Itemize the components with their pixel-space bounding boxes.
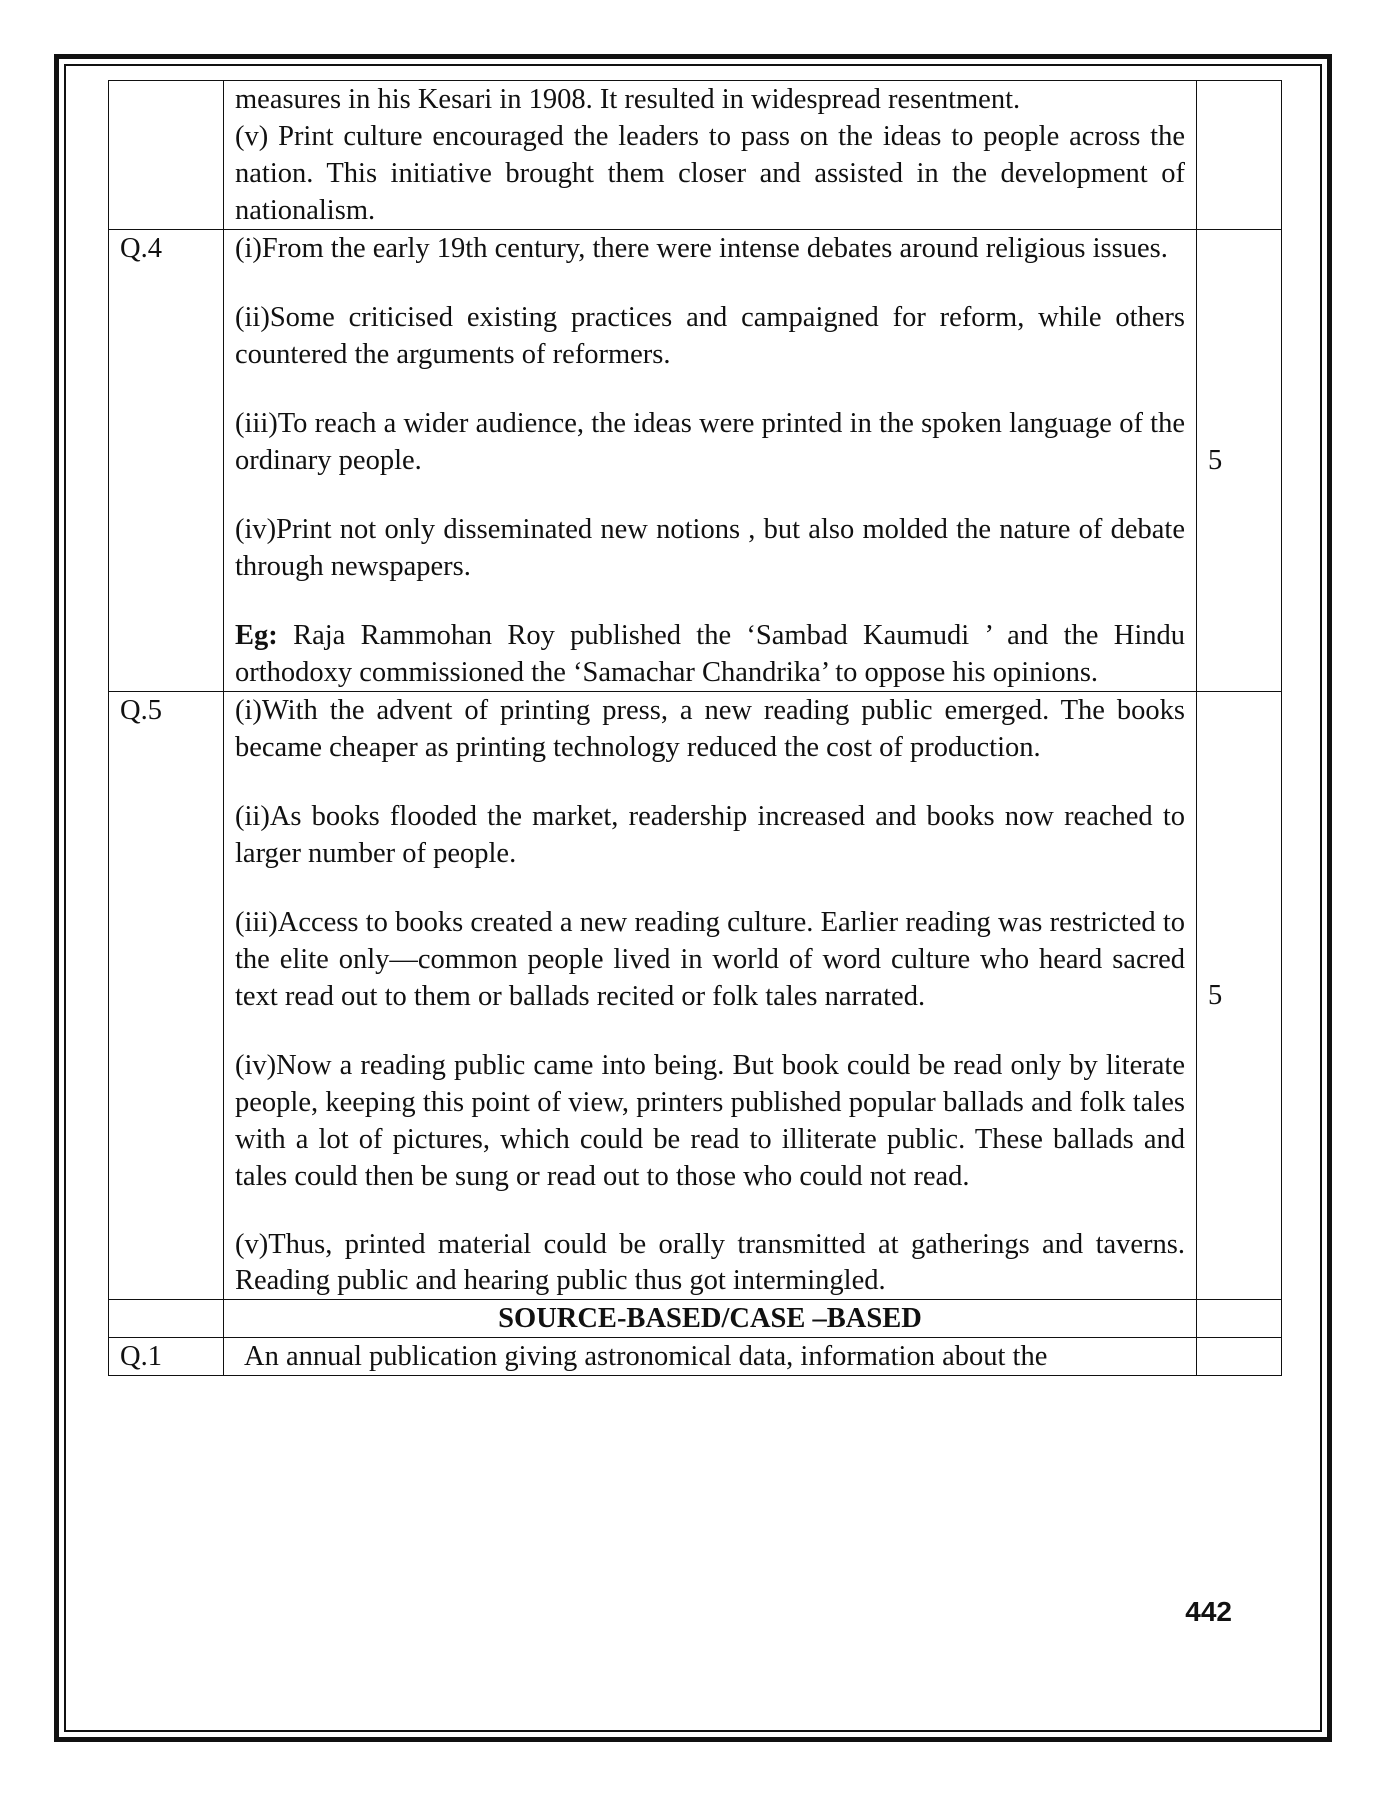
table-row-q4	[109, 230, 1282, 692]
answer-cell	[224, 81, 1197, 230]
answer-point: (i)With the advent of printing press, a new reading public emerged. The books became cheaper as printing technology reduced the cost of production.	[235, 695, 1185, 763]
empty-cell	[109, 1300, 224, 1338]
page-number: 442	[1185, 1596, 1232, 1627]
question-text: An annual publication giving astronomical data, information about the	[224, 1338, 1197, 1376]
answer-point: (iii)Access to books created a new reading culture. Earlier reading was restricted to the elite only—common people lived in world of word culture who heard sacred text read out to them or ballads recited or folk tales narrated.	[235, 907, 1185, 1012]
answer-cell	[224, 692, 1197, 1300]
marks-cell	[1197, 81, 1282, 230]
answer-point: (iv)Print not only disseminated new notions , but also molded the nature of debate through newspapers.	[235, 514, 1185, 582]
example-text: Raja Rammohan Roy published the ‘Sambad Kaumudi ’ and the Hindu orthodoxy commissioned the ‘Samachar Chandrika’ to oppose his opinions.	[235, 620, 1185, 688]
example-paragraph	[235, 617, 1185, 691]
answer-point: measures in his Kesari in 1908. It resulted in widespread resentment.	[235, 84, 1021, 115]
marks-cell: 5	[1197, 230, 1282, 692]
example-label: Eg:	[235, 620, 278, 651]
marks-cell: 5	[1197, 692, 1282, 1300]
answer-point: (i)From the early 19th century, there were intense debates around religious issues.	[235, 233, 1168, 264]
question-label: Q.4	[109, 230, 224, 692]
question-label	[109, 81, 224, 230]
section-heading: SOURCE-BASED/CASE –BASED	[224, 1300, 1197, 1338]
table-row-source-q1	[109, 1338, 1282, 1376]
answer-table	[108, 80, 1282, 1376]
answer-point: (iv)Now a reading public came into being. But book could be read only by literate people, keeping this point of view, printers published popular ballads and folk tales with a lot of pictures, which could be read to illiterate public. These ballads and tales could then be sung or read out to those who could not read.	[235, 1050, 1185, 1192]
question-label: Q.5	[109, 692, 224, 1300]
answer-point: (ii)Some criticised existing practices and campaigned for reform, while others countered the arguments of reformers.	[235, 302, 1185, 370]
table-row-continuation	[109, 81, 1282, 230]
answer-point: (ii)As books flooded the market, readership increased and books now reached to larger number of people.	[235, 801, 1185, 869]
table-row-section-heading	[109, 1300, 1282, 1338]
answer-cell	[224, 230, 1197, 692]
empty-cell	[1197, 1338, 1282, 1376]
question-label: Q.1	[109, 1338, 224, 1376]
answer-point: (v) Print culture encouraged the leaders to pass on the ideas to people across the nation. This initiative brought them closer and assisted in the development of nationalism.	[235, 121, 1185, 226]
answer-point: (iii)To reach a wider audience, the ideas were printed in the spoken language of the ordinary people.	[235, 408, 1185, 476]
table-row-q5	[109, 692, 1282, 1300]
empty-cell	[1197, 1300, 1282, 1338]
answer-point: (v)Thus, printed material could be orally transmitted at gatherings and taverns. Reading public and hearing public thus got intermingled.	[235, 1229, 1185, 1296]
